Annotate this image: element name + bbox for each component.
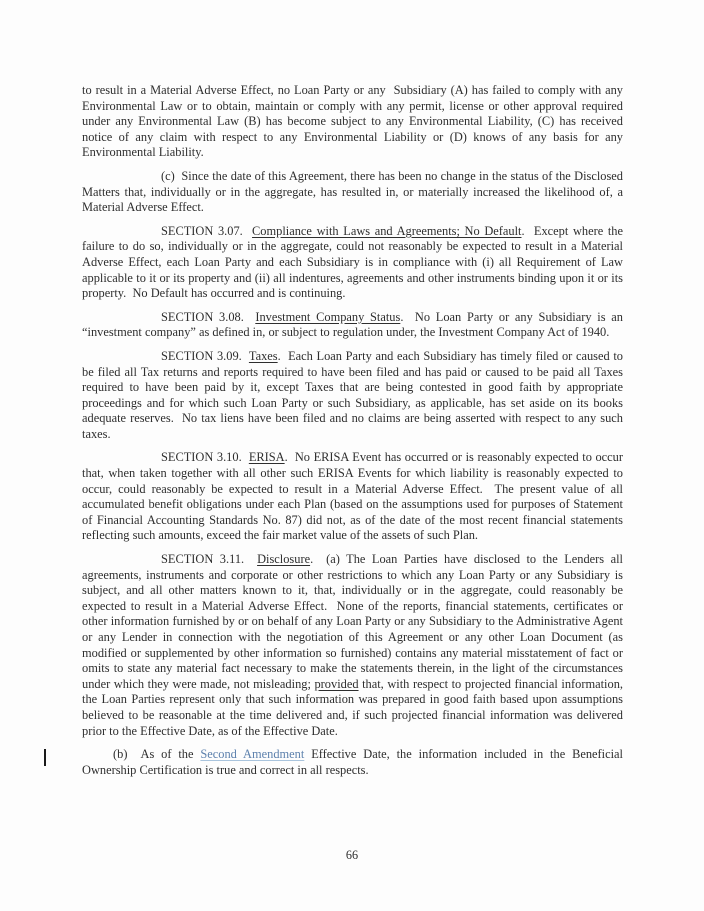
second-amendment-link[interactable]: Second Amendment <box>200 747 305 762</box>
text-run: to result in a Material Adverse Effect, no Loan Party or any Subsidiary (A) has failed to comply with any Environmental Law or to obtain, maintain or comply with any permit, license or other approval required under any Environmental Law (B) has become subject to any Environmental Liability, (C) has received notice of any claim with respect to any Environmental Liability or (D) knows of any basis for any Environmental Liability. <box>82 83 627 160</box>
paragraph-b-beneficial-ownership <box>82 747 627 778</box>
underlined-text-run: Investment Company Status <box>255 309 401 324</box>
text-run: . No ERISA Event has occurred or is reasonably expected to occur that, when taken together with all other such ERISA Events for which liability is reasonably expected to occur, could reasonably be expected to result in a Material Adverse Effect. The present value of all accumulated benefit obligations under each Plan (based on the assumptions used for purposes of Statement of Financial Accounting Standards No. 87) did not, as of the date of the most recent financial statements reflecting such amounts, exceed the fair market value of the assets of such Plan. <box>82 450 627 543</box>
text-run: SECTION 3.07. <box>161 223 253 238</box>
paragraph-c-disclosed-matters <box>82 168 627 216</box>
text-run: . Each Loan Party and each Subsidiary has timely filed or caused to be filed all Tax returns and reports required to have been filed and has paid or caused to be paid all Taxes required to have been paid by it, except Taxes that are being contested in good faith by appropriate proceedings and for which such Loan Party or such Subsidiary, as applicable, has set aside on its books adequate reserves. No tax liens have been filed and no claims are being asserted with respect to any such taxes. <box>82 348 627 441</box>
section-3-07-compliance <box>82 223 627 302</box>
section-3-08-investment-company <box>82 309 627 341</box>
underlined-text-run: provided <box>314 676 359 691</box>
section-3-11-disclosure <box>82 552 627 739</box>
text-run: . (a) The Loan Parties have disclosed to the Lenders all agreements, instruments and corporate or other restrictions to which any Loan Party or any Subsidiary is subject, and all other matters known to it, that, individually or in the aggregate, could reasonably be expected to result in a Material Adverse Effect. None of the reports, financial statements, certificates or other information furnished by or on behalf of any Loan Party or any Subsidiary to the Administrative Agent or any Lender in connection with the negotiation of this Agreement or any other Loan Document (as modified or supplemented by other information so furnished) contains any material misstatement of fact or omits to state any material fact necessary to make the statements therein, in the light of the circumstances under which they were made, not misleading; <box>82 552 627 691</box>
section-3-09-taxes <box>82 348 627 443</box>
text-run: SECTION 3.11. <box>161 552 258 567</box>
section-3-10-erisa <box>82 450 627 544</box>
document-body <box>82 83 627 786</box>
underlined-text-run: Disclosure <box>257 552 311 567</box>
underlined-text-run: Compliance with Laws and Agreements; No Default <box>252 223 522 238</box>
text-run: that, with respect to projected financial information, the Loan Parties represent only that such information was prepared in good faith based upon assumptions believed to be reasonable at the time delivered and, if such projected financial information was delivered prior to the Effective Date, as of the Effective Date. <box>82 676 627 738</box>
text-run: (c) Since the date of this Agreement, there has been no change in the status of the Disclosed Matters that, individually or in the aggregate, has resulted in, or materially increased the likelihood of, a Material Adverse Effect. <box>82 168 627 215</box>
text-run: (b) As of the <box>113 747 201 762</box>
text-run: SECTION 3.09. <box>161 348 249 363</box>
paragraph-environmental-continuation <box>82 83 627 161</box>
text-run: . Except where the failure to do so, individually or in the aggregate, could not reasonably be expected to result in a Material Adverse Effect, each Loan Party and each Subsidiary is in compliance with (i) all Requirement of Law applicable to it or its property and (ii) all indentures, agreements and other instruments binding upon it or its property. No Default has occurred and is continuing. <box>82 223 627 301</box>
text-run: . No Loan Party or any Subsidiary is an “investment company” as defined in, or subject to regulation under, the Investment Company Act of 1940. <box>82 309 627 340</box>
change-bar <box>44 749 46 766</box>
underlined-text-run: ERISA <box>248 450 285 465</box>
underlined-text-run: Taxes <box>248 348 278 363</box>
text-run: Effective Date, the information included in the Beneficial Ownership Certification is true and correct in all respects. <box>82 747 627 777</box>
text-run: SECTION 3.08. <box>161 309 256 324</box>
page-number: 66 <box>345 848 359 862</box>
text-run: SECTION 3.10. <box>161 450 249 465</box>
